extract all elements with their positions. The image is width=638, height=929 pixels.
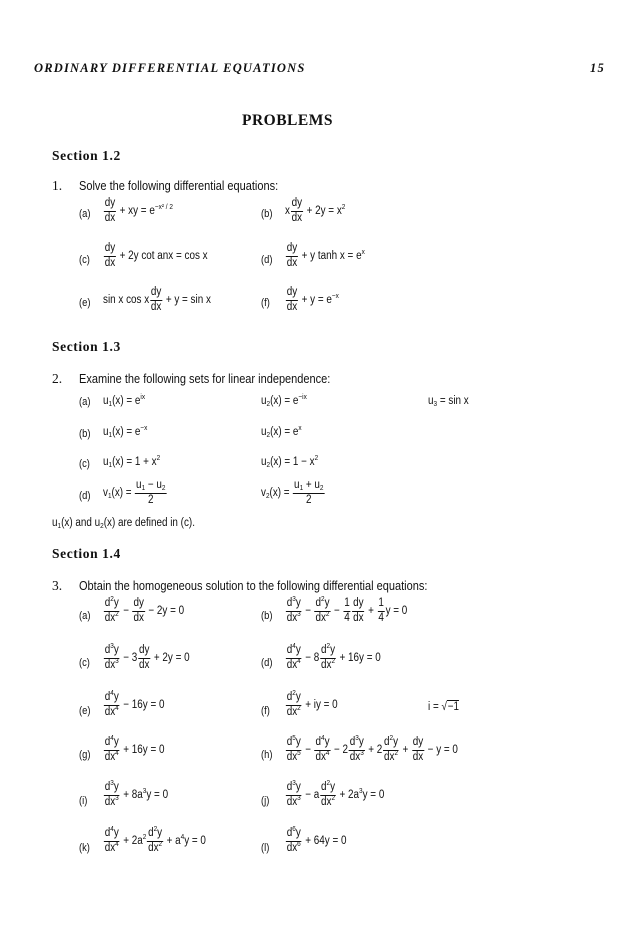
problem-statement: Obtain the homogeneous solution to the following differential equations: [79, 579, 428, 593]
set-2d-v2: $v_2(x)$ = $\frac{u_1 + u_2}{2}$ [261, 479, 324, 506]
problem-statement: Solve the following differential equations: [79, 179, 279, 193]
equation-3j: $\frac{d^3y}{dx^3}$ − a $\frac{d^2y}{dx^2}$ + $2a^3y = 0$ [286, 778, 385, 808]
set-2c-u2: $u_2(x) = 1 - x^2$ [261, 453, 319, 469]
item-label: (d) [261, 254, 273, 266]
equation-3c: $\frac{d^3y}{dx^3}$ − 3 $\frac{dy}{dx}$ + 2y = 0 [104, 641, 190, 671]
set-2c-u1: $u_1(x) = 1 + x^2$ [103, 453, 161, 469]
item-label: (i) [79, 795, 88, 807]
equation-1f: $\frac{dy}{dx}$ + $y = e^{-x}$ [286, 286, 339, 313]
section-heading: Section 1.2 [52, 148, 121, 163]
item-label: (a) [79, 396, 91, 408]
equation-3i: $\frac{d^3y}{dx^3}$ + $8a^3y = 0$ [104, 778, 169, 808]
equation-3f: $\frac{d^2y}{dx^2}$ + iy = 0 [286, 688, 338, 718]
equation-3b: $\frac{d^3y}{dx^3}$ − $\frac{d^2y}{dx^2}$ − $\frac{1}{4}$ $\frac{dy}{dx}$ + $\frac{1}{4}$ y = 0 [286, 594, 408, 624]
problem-statement: Examine the following sets for linear independence: [79, 372, 331, 386]
note-text: $u_1(x)$ and $u_2(x)$ are defined in (c). [52, 517, 195, 530]
page-title: PROBLEMS [242, 112, 333, 129]
problem-number: 2. [52, 371, 63, 386]
running-header: ORDINARY DIFFERENTIAL EQUATIONS [34, 61, 306, 75]
item-label: (d) [261, 657, 273, 669]
equation-3e: $\frac{d^4y}{dx^4}$ − 16y = 0 [104, 688, 165, 718]
item-label: (j) [261, 795, 270, 807]
set-2b-u1: $u_1(x) = e^{-x}$ [103, 423, 148, 439]
section-heading: Section 1.4 [52, 546, 121, 561]
set-2a-u1: $u_1(x) = e^{ix}$ [103, 392, 146, 408]
equation-1b: x $\frac{dy}{dx}$ + $2y = x^2$ [285, 197, 346, 224]
item-label: (e) [79, 705, 91, 717]
equation-1d: $\frac{dy}{dx}$ + y $\tanh x = e^x$ [286, 242, 365, 269]
page-number: 15 [590, 61, 605, 75]
equation-3g: $\frac{d^4y}{dx^4}$ + 16y = 0 [104, 733, 165, 763]
item-label: (b) [79, 428, 91, 440]
item-label: (f) [261, 297, 270, 309]
equation-3h: $\frac{d^5y}{dx^5}$ − $\frac{d^4y}{dx^4}$ − 2 $\frac{d^3y}{dx^3}$ + 2 $\frac{d^2y}{dx^2}$ + $\frac{dy}{dx}$ − y = 0 [286, 733, 458, 763]
set-2a-u2: $u_2(x) = e^{-ix}$ [261, 392, 307, 408]
section-heading: Section 1.3 [52, 339, 121, 354]
item-label: (c) [79, 254, 90, 266]
equation-1c: $\frac{dy}{dx}$ + 2y cot anx = cos x [104, 242, 208, 269]
item-label: (b) [261, 610, 273, 622]
equation-3a: $\frac{d^2y}{dx^2}$ − $\frac{dy}{dx}$ − 2y = 0 [104, 594, 185, 624]
problem-number: 3. [52, 578, 63, 593]
item-label: (a) [79, 610, 91, 622]
item-label: (l) [261, 842, 270, 854]
item-label: (c) [79, 657, 90, 669]
item-label: (b) [261, 208, 273, 220]
item-label: (h) [261, 749, 273, 761]
item-label: (k) [79, 842, 90, 854]
equation-3l: $\frac{d^6y}{dx^6}$ + 64y = 0 [286, 824, 347, 854]
equation-1e: sin x cos x $\frac{dy}{dx}$ + y = sin x [103, 286, 211, 313]
item-label: (e) [79, 297, 91, 309]
equation-3k: $\frac{d^4y}{dx^4}$ + $2a^2$ $\frac{d^2y}{dx^2}$ + $a^4y = 0$ [104, 824, 206, 854]
set-2a-u3: $u_3 = \sin x$ [428, 395, 469, 408]
set-2d-v1: $v_1(x)$ = $\frac{u_1 - u_2}{2}$ [103, 479, 166, 506]
equation-1a: $\frac{dy}{dx}$ + xy = $e^{-x^2 / 2}$ [104, 197, 173, 224]
item-label: (a) [79, 208, 91, 220]
item-label: (f) [261, 705, 270, 717]
item-label: (c) [79, 458, 90, 470]
problem-number: 1. [52, 178, 63, 193]
imaginary-unit-note: i = √ −1 [428, 700, 460, 713]
equation-3d: $\frac{d^4y}{dx^4}$ − 8 $\frac{d^2y}{dx^2}$ + 16y = 0 [286, 641, 381, 671]
item-label: (d) [79, 490, 91, 502]
set-2b-u2: $u_2(x) = e^x$ [261, 423, 302, 439]
item-label: (g) [79, 749, 91, 761]
